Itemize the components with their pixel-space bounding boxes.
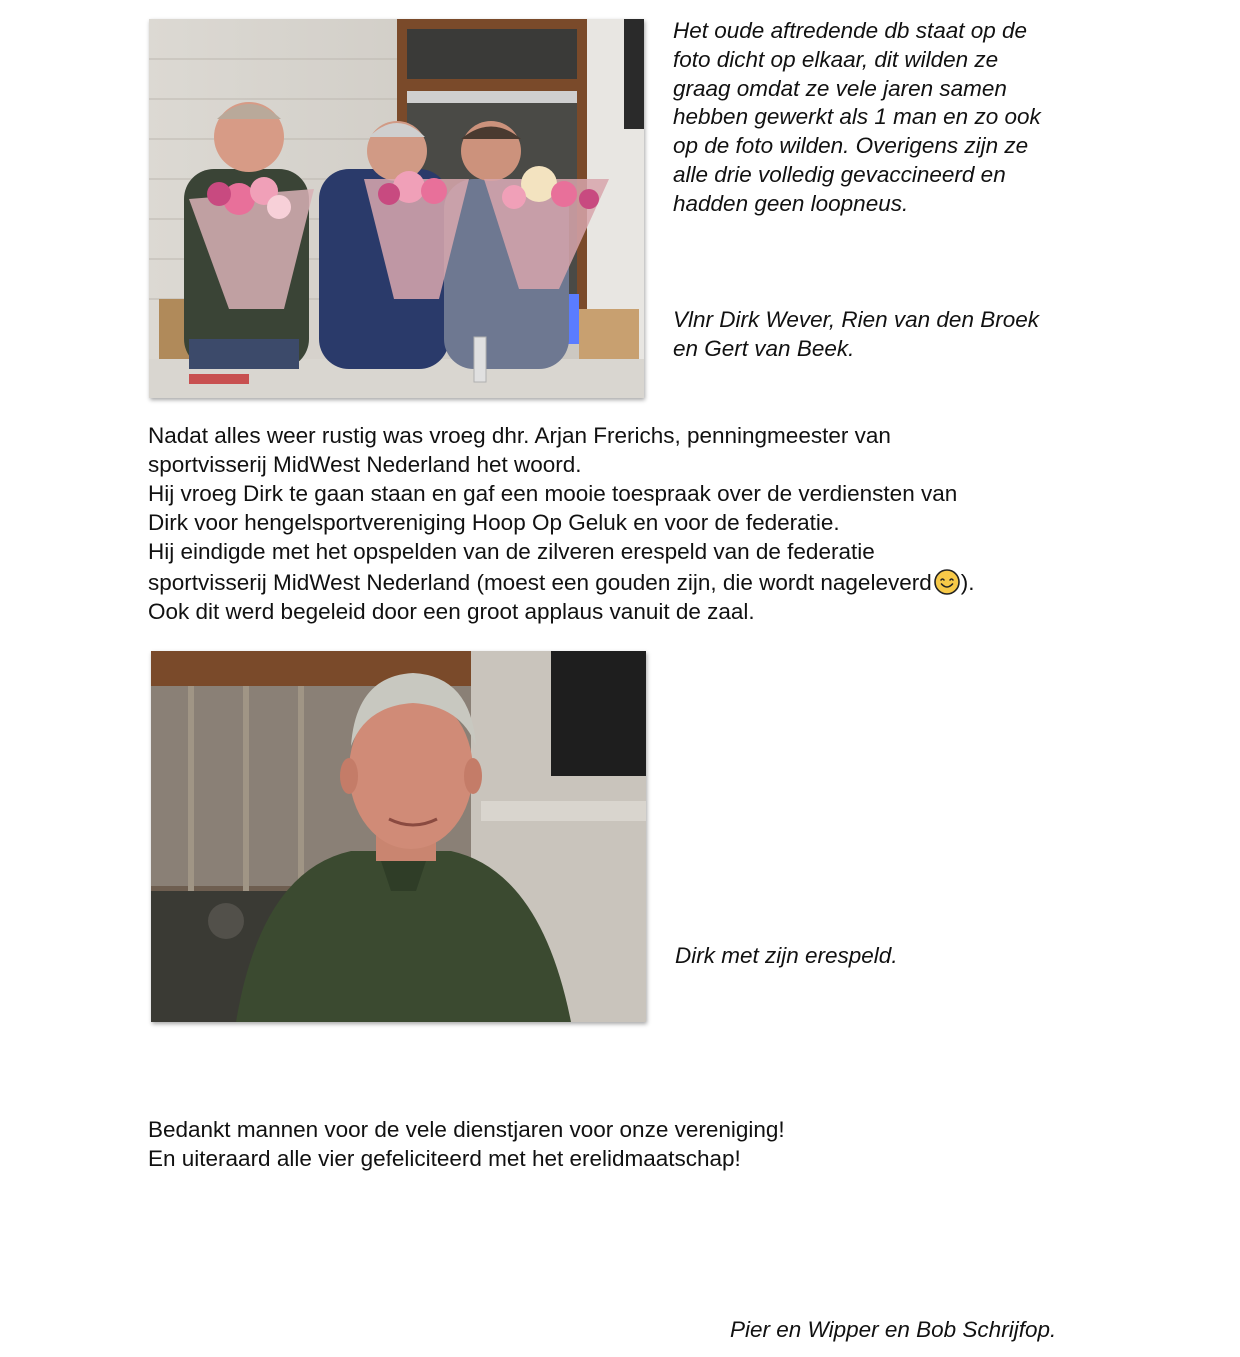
body-line: Hij eindigde met het opspelden van de zilveren erespeld van de federatie [148, 539, 875, 564]
portrait-photo-image [151, 651, 646, 1022]
portrait-photo [151, 651, 646, 1022]
thanks-paragraph [148, 1115, 785, 1173]
signature [730, 1316, 1056, 1345]
group-photo [149, 19, 644, 398]
names-line: Vlnr Dirk Wever, Rien van den Broek [673, 307, 1039, 332]
smiling-face-icon [934, 569, 960, 595]
body-paragraph [148, 421, 974, 626]
caption-line: hebben gewerkt als 1 man en zo ook [673, 104, 1041, 130]
caption-line: op de foto wilden. Overigens zijn ze [673, 133, 1029, 159]
body-line: sportvisserij MidWest Nederland het woord. [148, 452, 582, 477]
caption-line: foto dicht op elkaar, dit wilden ze [673, 46, 999, 72]
caption-line: alle drie volledig gevaccineerd en [673, 161, 1006, 187]
body-line-with-emoji [148, 568, 974, 597]
portrait-caption [675, 942, 898, 971]
photo-description [673, 17, 1041, 219]
names-line: en Gert van Beek. [673, 335, 855, 361]
body-line: Dirk voor hengelsportvereniging Hoop Op Geluk en voor de federatie. [148, 510, 840, 535]
names-caption [673, 306, 1039, 364]
thanks-line: Bedankt mannen voor de vele dienstjaren voor onze vereniging! [148, 1117, 785, 1142]
body-line: Nadat alles weer rustig was vroeg dhr. Arjan Frerichs, penningmeester van [148, 423, 891, 448]
thanks-line: En uiteraard alle vier gefeliciteerd met het erelidmaatschap! [148, 1146, 741, 1171]
body-line-text: sportvisserij MidWest Nederland (moest een gouden zijn, die wordt nageleverd [148, 570, 932, 595]
body-line: Ook dit werd begeleid door een groot applaus vanuit de zaal. [148, 599, 755, 624]
signature-text: Pier en Wipper en Bob Schrijfop. [730, 1317, 1057, 1342]
group-photo-image [149, 19, 644, 398]
caption-line: hadden geen loopneus. [673, 190, 909, 216]
caption-line: graag omdat ze vele jaren samen [673, 75, 1007, 101]
body-line-text-end: ). [960, 570, 975, 595]
portrait-caption-text: Dirk met zijn erespeld. [675, 943, 898, 968]
body-line: Hij vroeg Dirk te gaan staan en gaf een mooie toespraak over de verdiensten van [148, 481, 958, 506]
caption-line: Het oude aftredende db staat op de [673, 18, 1028, 43]
